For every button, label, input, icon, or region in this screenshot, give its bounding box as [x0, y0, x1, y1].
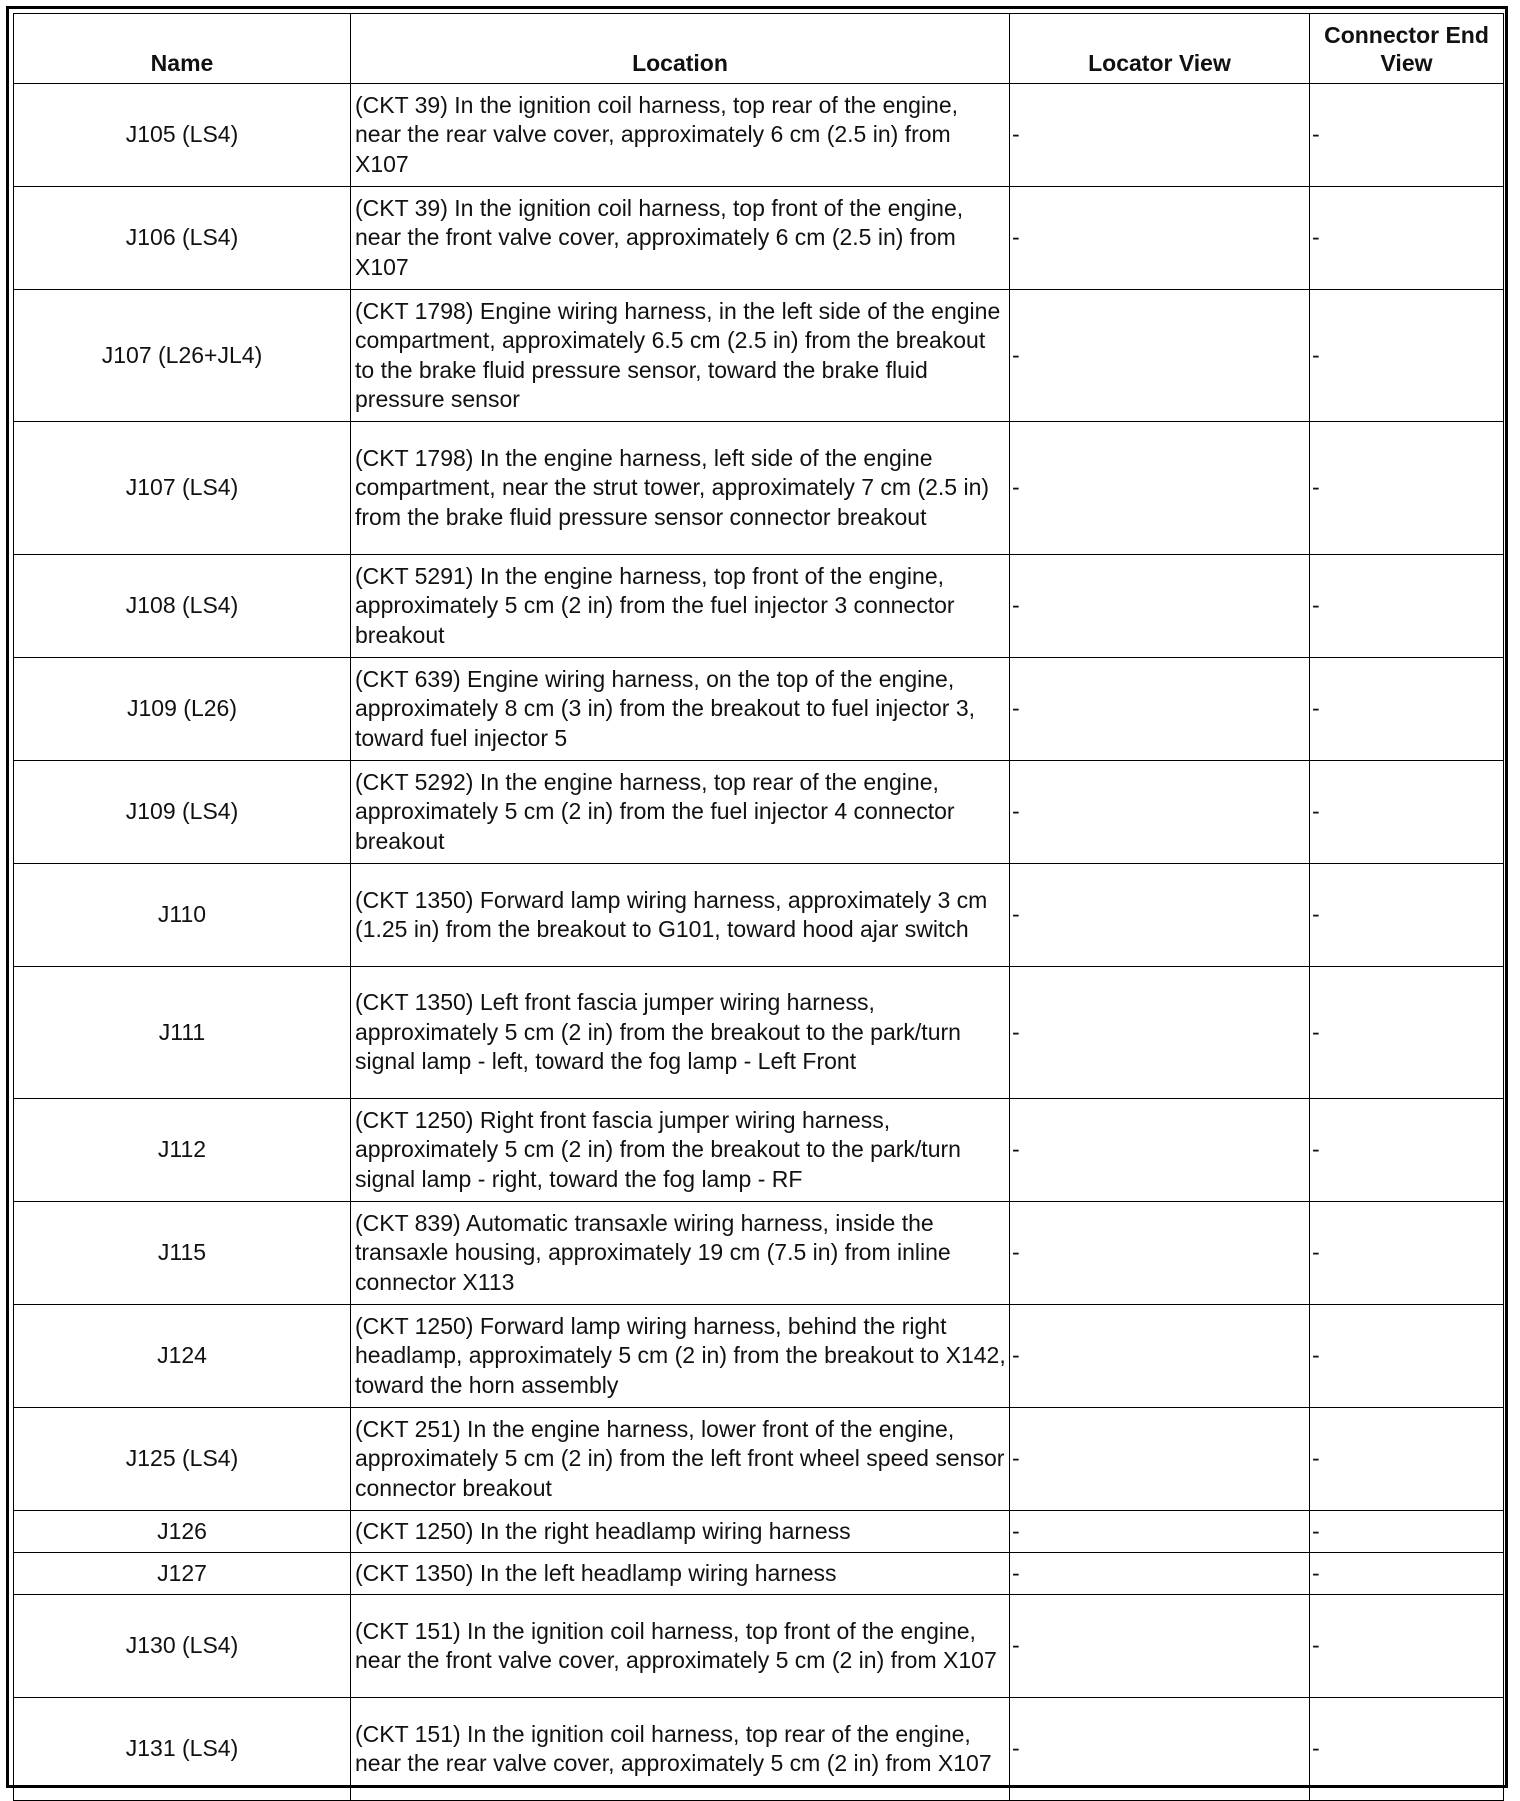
- table-row: [14, 761, 1504, 864]
- header-connector-end-view: Connector End View: [1310, 14, 1504, 84]
- cell-location: (CKT 39) In the ignition coil harness, top rear of the engine, near the rear valve cover, approximately 6 cm (2.5 in) from X107: [351, 84, 1010, 187]
- header-location: Location: [351, 14, 1010, 84]
- cell-connector-end-view: -: [1310, 1511, 1504, 1553]
- cell-connector-end-view: -: [1310, 187, 1504, 290]
- cell-locator-view: -: [1010, 658, 1310, 761]
- cell-location: (CKT 1798) In the engine harness, left side of the engine compartment, near the strut tower, approximately 7 cm (2.5 in) from the brake fluid pressure sensor connector breakout: [351, 422, 1010, 555]
- table-row: [14, 1305, 1504, 1408]
- cell-location: (CKT 639) Engine wiring harness, on the top of the engine, approximately 8 cm (3 in) from the breakout to fuel injector 3, toward fuel injector 5: [351, 658, 1010, 761]
- cell-connector-end-view: -: [1310, 290, 1504, 422]
- table-row: [14, 864, 1504, 967]
- cell-location: (CKT 1350) Forward lamp wiring harness, approximately 3 cm (1.25 in) from the breakout to G101, toward hood ajar switch: [351, 864, 1010, 967]
- cell-locator-view: -: [1010, 1511, 1310, 1553]
- table-row: [14, 1099, 1504, 1202]
- cell-connector-end-view: -: [1310, 1595, 1504, 1698]
- cell-locator-view: -: [1010, 1202, 1310, 1305]
- cell-connector-end-view: -: [1310, 1408, 1504, 1511]
- cell-locator-view: -: [1010, 1408, 1310, 1511]
- splice-location-table: [13, 13, 1504, 1801]
- cell-name: J130 (LS4): [14, 1595, 351, 1698]
- header-name: Name: [14, 14, 351, 84]
- cell-location: (CKT 1250) In the right headlamp wiring harness: [351, 1511, 1010, 1553]
- header-row: [14, 14, 1504, 84]
- cell-name: J125 (LS4): [14, 1408, 351, 1511]
- document-frame: [6, 6, 1508, 1788]
- cell-locator-view: -: [1010, 84, 1310, 187]
- cell-location: (CKT 39) In the ignition coil harness, top front of the engine, near the front valve cover, approximately 6 cm (2.5 in) from X107: [351, 187, 1010, 290]
- cell-name: J126: [14, 1511, 351, 1553]
- cell-connector-end-view: -: [1310, 422, 1504, 555]
- cell-locator-view: -: [1010, 555, 1310, 658]
- table-row: [14, 422, 1504, 555]
- table-body: [14, 84, 1504, 1801]
- cell-location: (CKT 5291) In the engine harness, top front of the engine, approximately 5 cm (2 in) from the fuel injector 3 connector breakout: [351, 555, 1010, 658]
- cell-location: (CKT 151) In the ignition coil harness, top front of the engine, near the front valve cover, approximately 5 cm (2 in) from X107: [351, 1595, 1010, 1698]
- cell-connector-end-view: -: [1310, 658, 1504, 761]
- cell-location: (CKT 1350) Left front fascia jumper wiring harness, approximately 5 cm (2 in) from the breakout to the park/turn signal lamp - left, toward the fog lamp - Left Front: [351, 967, 1010, 1099]
- cell-locator-view: -: [1010, 1553, 1310, 1595]
- cell-locator-view: -: [1010, 1099, 1310, 1202]
- table-row: [14, 1595, 1504, 1698]
- cell-location: (CKT 1250) Right front fascia jumper wiring harness, approximately 5 cm (2 in) from the breakout to the park/turn signal lamp - right, toward the fog lamp - RF: [351, 1099, 1010, 1202]
- table-row: [14, 290, 1504, 422]
- table-row: [14, 1511, 1504, 1553]
- table-row: [14, 967, 1504, 1099]
- cell-connector-end-view: -: [1310, 1202, 1504, 1305]
- cell-locator-view: -: [1010, 422, 1310, 555]
- cell-locator-view: -: [1010, 967, 1310, 1099]
- cell-connector-end-view: -: [1310, 1099, 1504, 1202]
- cell-locator-view: -: [1010, 864, 1310, 967]
- cell-connector-end-view: -: [1310, 1553, 1504, 1595]
- cell-locator-view: -: [1010, 761, 1310, 864]
- cell-name: J107 (LS4): [14, 422, 351, 555]
- cell-name: J115: [14, 1202, 351, 1305]
- cell-connector-end-view: -: [1310, 84, 1504, 187]
- table-row: [14, 1202, 1504, 1305]
- cell-locator-view: -: [1010, 1595, 1310, 1698]
- table-row: [14, 187, 1504, 290]
- cell-location: (CKT 1798) Engine wiring harness, in the left side of the engine compartment, approximately 6.5 cm (2.5 in) from the breakout to the brake fluid pressure sensor, toward the brake fluid pressure sensor: [351, 290, 1010, 422]
- cell-name: J112: [14, 1099, 351, 1202]
- cell-location: (CKT 5292) In the engine harness, top rear of the engine, approximately 5 cm (2 in) from the fuel injector 4 connector breakout: [351, 761, 1010, 864]
- cell-locator-view: -: [1010, 187, 1310, 290]
- cell-name: J106 (LS4): [14, 187, 351, 290]
- cell-name: J131 (LS4): [14, 1698, 351, 1801]
- table-row: [14, 1698, 1504, 1801]
- cell-connector-end-view: -: [1310, 761, 1504, 864]
- cell-connector-end-view: -: [1310, 967, 1504, 1099]
- header-locator-view: Locator View: [1010, 14, 1310, 84]
- table-row: [14, 1553, 1504, 1595]
- cell-location: (CKT 1350) In the left headlamp wiring harness: [351, 1553, 1010, 1595]
- cell-locator-view: -: [1010, 1698, 1310, 1801]
- cell-locator-view: -: [1010, 290, 1310, 422]
- cell-name: J109 (L26): [14, 658, 351, 761]
- cell-connector-end-view: -: [1310, 555, 1504, 658]
- cell-name: J108 (LS4): [14, 555, 351, 658]
- cell-name: J110: [14, 864, 351, 967]
- table-row: [14, 555, 1504, 658]
- cell-name: J127: [14, 1553, 351, 1595]
- cell-name: J105 (LS4): [14, 84, 351, 187]
- cell-connector-end-view: -: [1310, 1305, 1504, 1408]
- cell-locator-view: -: [1010, 1305, 1310, 1408]
- cell-name: J107 (L26+JL4): [14, 290, 351, 422]
- cell-connector-end-view: -: [1310, 1698, 1504, 1801]
- cell-location: (CKT 151) In the ignition coil harness, top rear of the engine, near the rear valve cover, approximately 5 cm (2 in) from X107: [351, 1698, 1010, 1801]
- cell-location: (CKT 251) In the engine harness, lower front of the engine, approximately 5 cm (2 in) from the left front wheel speed sensor connector breakout: [351, 1408, 1010, 1511]
- table-row: [14, 1408, 1504, 1511]
- table-row: [14, 84, 1504, 187]
- table-row: [14, 658, 1504, 761]
- cell-connector-end-view: -: [1310, 864, 1504, 967]
- cell-name: J111: [14, 967, 351, 1099]
- cell-name: J109 (LS4): [14, 761, 351, 864]
- cell-location: (CKT 1250) Forward lamp wiring harness, behind the right headlamp, approximately 5 cm (2 in) from the breakout to X142, toward the horn assembly: [351, 1305, 1010, 1408]
- cell-name: J124: [14, 1305, 351, 1408]
- cell-location: (CKT 839) Automatic transaxle wiring harness, inside the transaxle housing, approximately 19 cm (7.5 in) from inline connector X113: [351, 1202, 1010, 1305]
